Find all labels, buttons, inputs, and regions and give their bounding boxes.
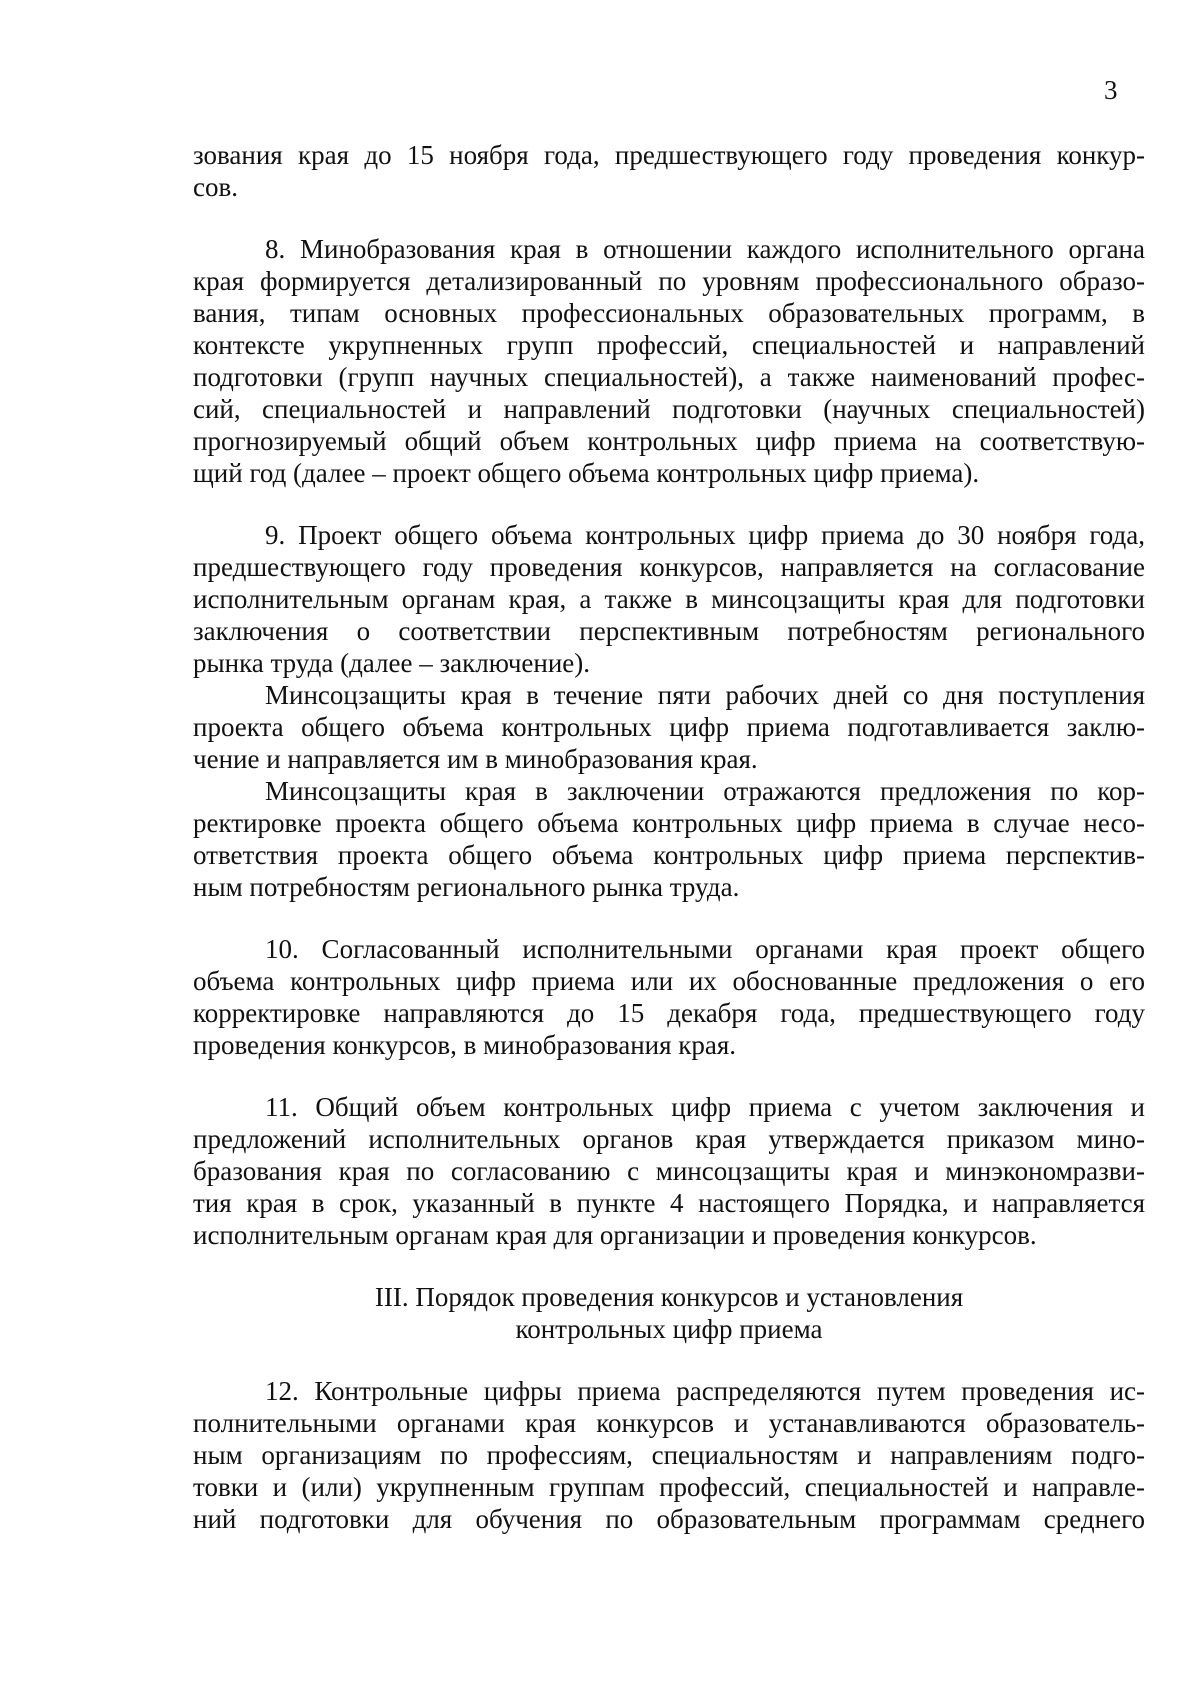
text-line: полнительными органами края конкурсов и устанавливаются образователь- bbox=[193, 1408, 1145, 1438]
text-line: объема контрольных цифр приема или их обоснованные предложения о его bbox=[193, 966, 1145, 996]
section-heading: III. Порядок проведения конкурсов и установления bbox=[374, 1282, 964, 1312]
text-line: сий, специальностей и направлений подготовки (научных специальностей) bbox=[193, 394, 1145, 424]
text-line: 11. Общий объем контрольных цифр приема с учетом заключения и bbox=[265, 1092, 1145, 1122]
section-heading: контрольных цифр приема bbox=[515, 1314, 823, 1344]
text-line: зования края до 15 ноября года, предшествующего году проведения конкур- bbox=[193, 140, 1145, 170]
text-line: корректировке направляются до 15 декабря года, предшествующего году bbox=[193, 998, 1145, 1028]
page-number: 3 bbox=[1104, 75, 1118, 105]
text-line: Минсоцзащиты края в заключении отражаются предложения по кор- bbox=[265, 776, 1145, 806]
text-line: края формируется детализированный по уровням профессионального образо- bbox=[193, 266, 1145, 296]
text-line: Минсоцзащиты края в течение пяти рабочих дней со дня поступления bbox=[265, 680, 1145, 710]
text-line: исполнительным органам края, а также в минсоцзащиты края для подготовки bbox=[193, 584, 1145, 614]
text-line: чение и направляется им в минобразования края. bbox=[193, 744, 758, 774]
text-line: предшествующего году проведения конкурсов, направляется на согласование bbox=[193, 552, 1145, 582]
text-line: 9. Проект общего объема контрольных цифр приема до 30 ноября года, bbox=[265, 520, 1145, 550]
text-line: товки и (или) укрупненным группам профессий, специальностей и направле- bbox=[193, 1472, 1145, 1502]
text-line: исполнительным органам края для организации и проведения конкурсов. bbox=[193, 1220, 1037, 1250]
text-line: бразования края по согласованию с минсоцзащиты края и минэкономразви- bbox=[193, 1156, 1145, 1186]
text-line: 10. Согласованный исполнительными органами края проект общего bbox=[265, 934, 1145, 964]
text-line: предложений исполнительных органов края утверждается приказом мино- bbox=[193, 1124, 1145, 1154]
text-line: сов. bbox=[193, 172, 238, 202]
text-line: 12. Контрольные цифры приема распределяются путем проведения ис- bbox=[265, 1376, 1145, 1406]
text-line: ным организациям по профессиям, специальностям и направлениям подго- bbox=[193, 1440, 1145, 1470]
text-line: подготовки (групп научных специальностей), а также наименований профес- bbox=[193, 362, 1145, 392]
text-line: рынка труда (далее – заключение). bbox=[193, 648, 591, 678]
text-line: ректировке проекта общего объема контрольных цифр приема в случае несо- bbox=[193, 808, 1145, 838]
text-line: проведения конкурсов, в минобразования края. bbox=[193, 1030, 737, 1060]
text-line: вания, типам основных профессиональных образовательных программ, в bbox=[193, 298, 1145, 328]
text-line: ответствия проекта общего объема контрольных цифр приема перспектив- bbox=[193, 840, 1145, 870]
text-line: тия края в срок, указанный в пункте 4 настоящего Порядка, и направляется bbox=[193, 1188, 1145, 1218]
text-line: прогнозируемый общий объем контрольных цифр приема на соответствую- bbox=[193, 426, 1145, 456]
text-line: ний подготовки для обучения по образовательным программам среднего bbox=[193, 1504, 1145, 1534]
text-line: 8. Минобразования края в отношении каждого исполнительного органа bbox=[265, 234, 1145, 264]
text-line: проекта общего объема контрольных цифр приема подготавливается заклю- bbox=[193, 712, 1145, 742]
text-line: заключения о соответствии перспективным потребностям регионального bbox=[193, 616, 1145, 646]
text-line: контексте укрупненных групп профессий, специальностей и направлений bbox=[193, 330, 1145, 360]
text-line: щий год (далее – проект общего объема контрольных цифр приема). bbox=[193, 458, 980, 488]
text-line: ным потребностям регионального рынка труда. bbox=[193, 872, 740, 902]
